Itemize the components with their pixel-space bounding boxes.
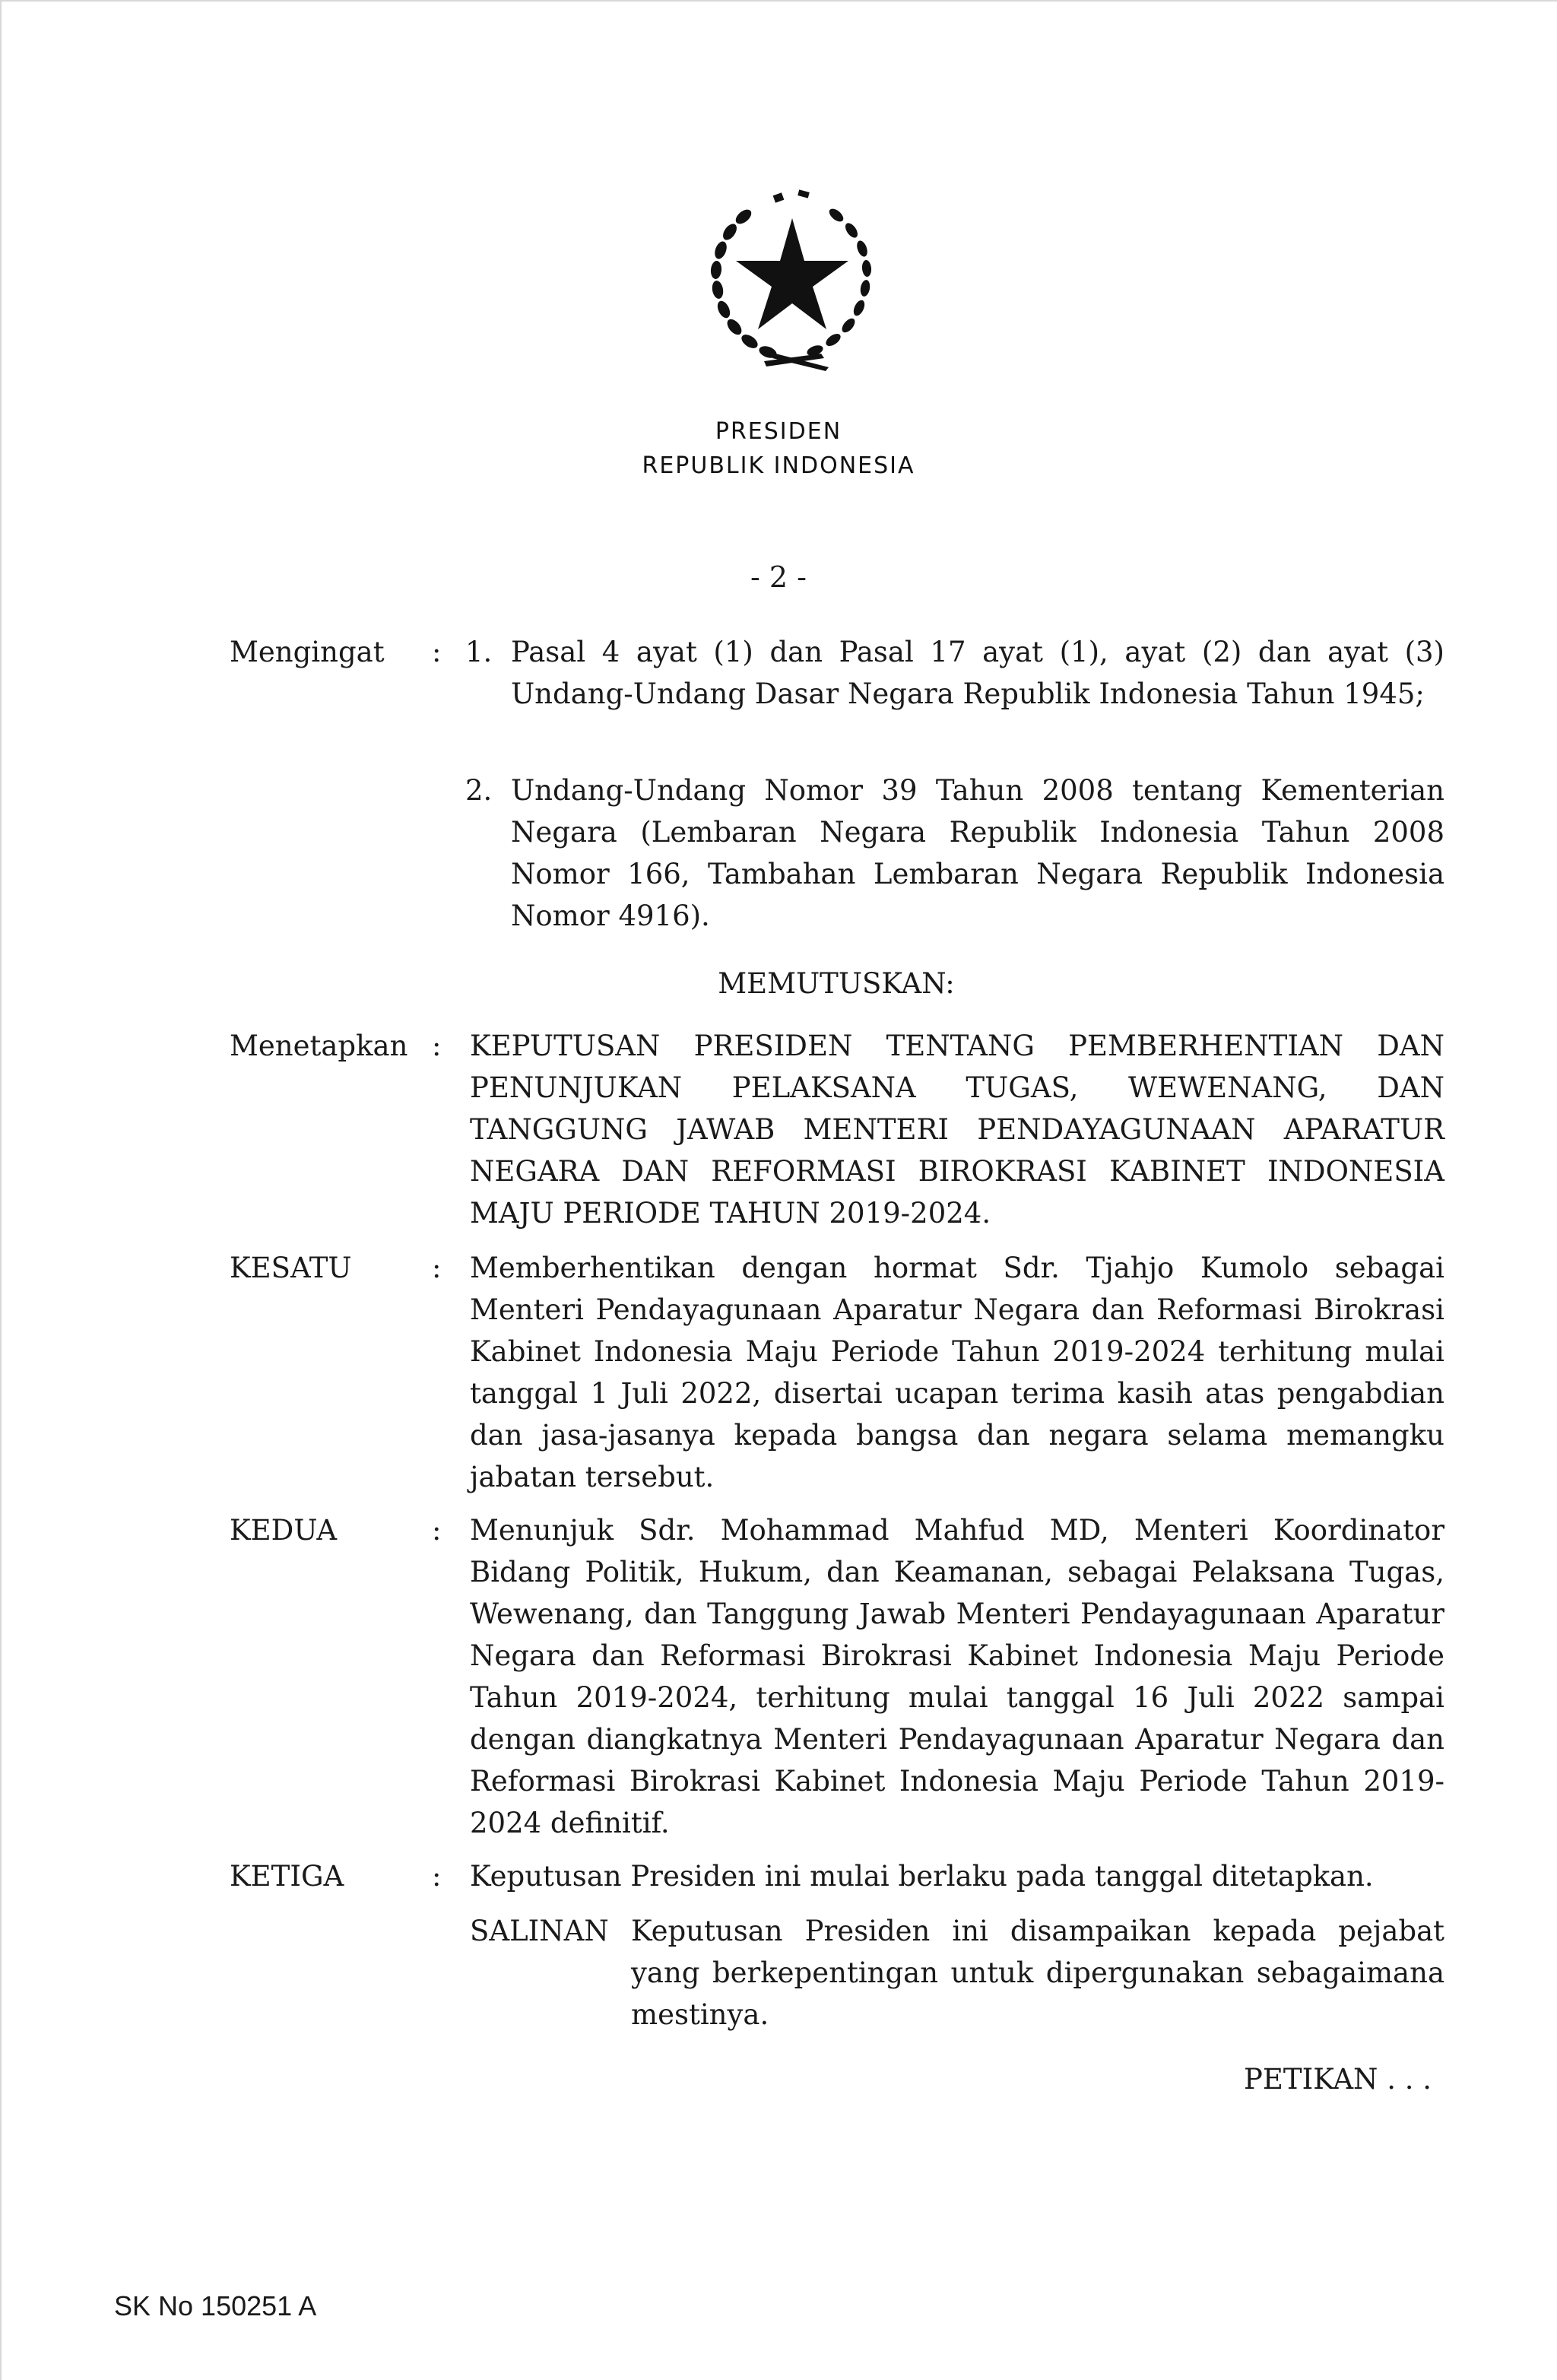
menetapkan-text: KEPUTUSAN PRESIDEN TENTANG PEMBERHENTIAN DAN PENUNJUKAN PELAKSANA TUGAS, WEWENANG, DAN TANGGUNG JAWAB MENTERI PENDAYAGUNAAN APARATUR NEGARA DAN REFORMASI BIROKRASI KABINET INDONESIA MAJU PERIODE TAHUN 2019-2024. [470,1030,1444,1230]
kesatu-colon: : [432,1252,442,1284]
mengingat-label: Mengingat [230,636,385,668]
kesatu-label: KESATU [230,1252,352,1284]
ketiga-colon: : [432,1860,442,1893]
mengingat-colon: : [432,636,442,668]
header-title: PRESIDEN [715,418,842,445]
salinan-text: Keputusan Presiden ini disampaikan kepada pejabat yang berkepentingan untuk dipergunakan sebagaimana mestinya. [631,1915,1444,2031]
memutuskan-heading: MEMUTUSKAN: [718,967,955,1000]
kedua-text: Menunjuk Sdr. Mohammad Mahfud MD, Menteri Koordinator Bidang Politik, Hukum, dan Keamanan, sebagai Pelaksana Tugas, Wewenang, dan Tanggung Jawab Menteri Pendayagunaan Aparatur Negara dan Reformasi Birokrasi Kabinet Indonesia Maju Periode Tahun 2019-2024, terhitung mulai tanggal 16 Juli 2022 sampai dengan diangkatnya Menteri Pendayagunaan Aparatur Negara dan Reformasi Birokrasi Kabinet Indonesia Maju Periode Tahun 2019-2024 definitif. [470,1514,1444,1839]
footer-code: SK No 150251 A [114,2290,317,2321]
mengingat-item-1-text: Pasal 4 ayat (1) dan Pasal 17 ayat (1), ayat (2) dan ayat (3) Undang-Undang Dasar Negara Republik Indonesia Tahun 1945; [511,636,1444,710]
continuation-marker: PETIKAN . . . [1244,2063,1432,2096]
page-number: - 2 - [750,560,807,594]
salinan-label: SALINAN [470,1915,609,1947]
garuda-star-emblem-icon [684,171,901,388]
header-subtitle: REPUBLIK INDONESIA [642,452,915,479]
mengingat-item-2-number: 2. [465,774,493,807]
ketiga-text: Keputusan Presiden ini mulai berlaku pada tanggal ditetapkan. [470,1860,1374,1893]
menetapkan-label: Menetapkan [230,1030,408,1062]
mengingat-item-1-number: 1. [465,636,493,668]
menetapkan-colon: : [432,1030,442,1062]
kedua-colon: : [432,1514,442,1547]
mengingat-item-2-text: Undang-Undang Nomor 39 Tahun 2008 tentang Kementerian Negara (Lembaran Negara Republik Indonesia Tahun 2008 Nomor 166, Tambahan Lembaran Negara Republik Indonesia Nomor 4916). [511,774,1444,932]
kesatu-text: Memberhentikan dengan hormat Sdr. Tjahjo Kumolo sebagai Menteri Pendayagunaan Aparatur Negara dan Reformasi Birokrasi Kabinet Indonesia Maju Periode Tahun 2019-2024 terhitung mulai tanggal 1 Juli 2022, disertai ucapan terima kasih atas pengabdian dan jasa-jasanya kepada bangsa dan negara selama memangku jabatan tersebut. [470,1252,1444,1493]
ketiga-label: KETIGA [230,1860,344,1893]
kedua-label: KEDUA [230,1514,338,1547]
